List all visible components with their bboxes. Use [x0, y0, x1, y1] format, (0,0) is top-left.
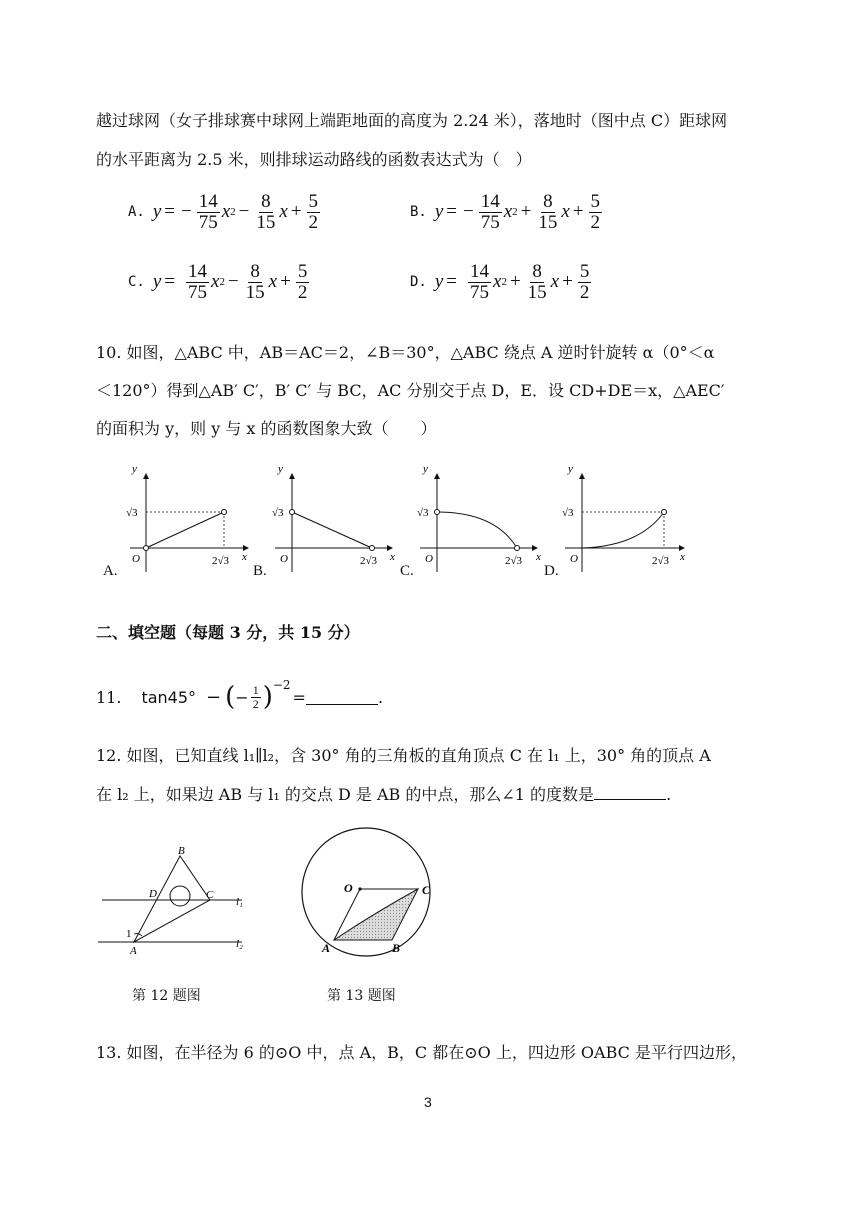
triangle — [134, 856, 210, 942]
graph-d-label: D. — [544, 563, 559, 579]
graph-a-origin: O — [132, 553, 140, 565]
fig12-label-b: B — [178, 845, 185, 857]
q12-answer-blank — [594, 785, 666, 800]
q11-number: 11. — [96, 687, 122, 707]
fig12-label-l1: l₁ — [236, 896, 243, 908]
q11-exponent: −2 — [272, 678, 291, 692]
fraction-b: $\frac{8}{15}$ — [527, 261, 547, 303]
graph-c-xlabel: x — [536, 551, 541, 563]
graph-b-xtick: 2√3 — [360, 555, 378, 567]
fraction-a: $\frac{14}{75}$ — [480, 191, 500, 233]
graph-c-curve — [437, 512, 517, 548]
graph-a-line — [146, 512, 224, 548]
graph-b-label: B. — [253, 563, 267, 579]
option-label: C. — [128, 274, 145, 291]
caption-fig13: 第 13 题图 — [327, 988, 396, 1004]
graph-b-xlabel: x — [390, 551, 395, 563]
fig13-label-a: A — [322, 941, 331, 955]
option-d: D. y = $\frac{14}{75}$ x 2 + $\frac{8}{15}$ x + $\frac{5}{2}$ — [410, 261, 590, 303]
fraction-c: $\frac{5}{2}$ — [297, 261, 308, 303]
q11-tan: tan45° — [141, 687, 197, 707]
graph-b-ylabel: y — [278, 463, 283, 475]
graph-b-ytick: √3 — [272, 507, 284, 519]
option-b: B. y = − $\frac{14}{75}$ x 2 + $\frac{8}{15}$ x + $\frac{5}{2}$ — [410, 191, 601, 233]
fraction-a: $\frac{14}{75}$ — [470, 261, 490, 303]
graph-c — [417, 463, 541, 572]
option-label: B. — [410, 204, 427, 221]
graph-c-ytick: √3 — [417, 507, 429, 519]
section-heading: 二、填空题（每题 3 分，共 15 分） — [96, 623, 360, 642]
graph-d-curve — [582, 512, 664, 548]
q9-line2: 的水平距离为 2.5 米，则排球运动路线的函数表达式为（ ） — [96, 150, 532, 169]
fraction-b: $\frac{8}{15}$ — [245, 261, 265, 303]
graph-d-ytick: √3 — [562, 507, 574, 519]
q10-line3: 的面积为 y，则 y 与 x 的函数图象大致（ ） — [96, 419, 437, 438]
q11-answer-blank — [306, 690, 378, 705]
option-label: D. — [410, 274, 427, 291]
fraction-b: $\frac{8}{15}$ — [538, 191, 558, 233]
graph-d-xtick: 2√3 — [652, 555, 670, 567]
q12-line2: 在 l₂ 上，如果边 AB 与 l₁ 的交点 D 是 AB 的中点，那么∠1 的度数是 . — [96, 785, 672, 804]
graph-a-xtick: 2√3 — [212, 555, 230, 567]
fraction-c: $\frac{5}{2}$ — [590, 191, 601, 233]
fraction-c: $\frac{5}{2}$ — [308, 191, 319, 233]
option-c: C. y = $\frac{14}{75}$ x 2 − $\frac{8}{15}$ x + $\frac{5}{2}$ — [128, 261, 308, 303]
q11-fraction: $\frac{1}{2}$ — [252, 682, 259, 711]
q13-line1: 13. 如图，在半径为 6 的⊙O 中，点 A，B，C 都在⊙O 上，四边形 OABC 是平行四边形， — [96, 1043, 747, 1062]
q11-equals: = — [292, 687, 306, 707]
fig12-label-c: C — [206, 889, 214, 901]
graph-d — [562, 463, 685, 572]
graph-d-xlabel: x — [680, 551, 685, 563]
graph-c-origin: O — [425, 553, 433, 565]
graph-a-ylabel: y — [132, 463, 137, 475]
option-label: A. — [128, 204, 145, 221]
fraction-a: $\frac{14}{75}$ — [198, 191, 218, 233]
q11-period: . — [377, 687, 384, 707]
page-number: 3 — [424, 1094, 432, 1110]
figure-12 — [92, 842, 262, 962]
caption-fig12: 第 12 题图 — [132, 988, 201, 1004]
q10-line1: 10. 如图，△ABC 中，AB＝AC＝2，∠B＝30°，△ABC 绕点 A 逆时针旋转 α（0°＜α — [96, 343, 715, 362]
graph-d-origin: O — [570, 553, 578, 565]
fig12-label-l2: l₂ — [236, 938, 243, 950]
graph-a-label: A. — [103, 563, 118, 579]
graph-a-xlabel: x — [242, 551, 247, 563]
graph-c-label: C. — [400, 563, 414, 579]
graph-c-ylabel: y — [423, 463, 428, 475]
graph-d-ylabel: y — [568, 463, 573, 475]
graph-a-ytick: √3 — [126, 507, 138, 519]
figure-13 — [296, 822, 446, 962]
q12-line2-text: 在 l₂ 上，如果边 AB 与 l₁ 的交点 D 是 AB 的中点，那么∠1 的度数是 — [96, 785, 595, 804]
q11: 11. tan45° − ( − $\frac{1}{2}$ ) −2 = . — [96, 678, 384, 712]
q10-line2: ＜120°）得到△AB′ C′，B′ C′ 与 BC，AC 分别交于点 D，E．设 CD+DE＝x，△AEC′ — [96, 381, 725, 400]
q11-minus: − — [206, 686, 222, 708]
fig12-label-d: D — [149, 888, 157, 900]
option-a: A. y = − $\frac{14}{75}$ x 2 − $\frac{8}{15}$ x + $\frac{5}{2}$ — [128, 191, 319, 233]
fig12-label-a: A — [130, 945, 137, 957]
fraction-b: $\frac{8}{15}$ — [256, 191, 276, 233]
fig13-label-c: C — [422, 883, 431, 897]
q9-line1: 越过球网（女子排球赛中球网上端距地面的高度为 2.24 米），落地时（图中点 C）距球网 — [96, 111, 728, 130]
graph-b-origin: O — [280, 553, 288, 565]
graph-c-xtick: 2√3 — [505, 555, 523, 567]
q12-line1: 12. 如图，已知直线 l₁∥l₂，含 30° 角的三角板的直角顶点 C 在 l₁ 上，30° 角的顶点 A — [96, 746, 711, 765]
graph-b — [272, 463, 395, 572]
fig13-label-b: B — [392, 941, 401, 955]
fraction-c: $\frac{5}{2}$ — [579, 261, 590, 303]
graph-b-line — [292, 512, 372, 548]
fraction-a: $\frac{14}{75}$ — [188, 261, 208, 303]
fig12-angle-label: 1 — [126, 928, 132, 940]
fig13-label-o: O — [344, 881, 353, 895]
graph-a — [126, 463, 248, 572]
